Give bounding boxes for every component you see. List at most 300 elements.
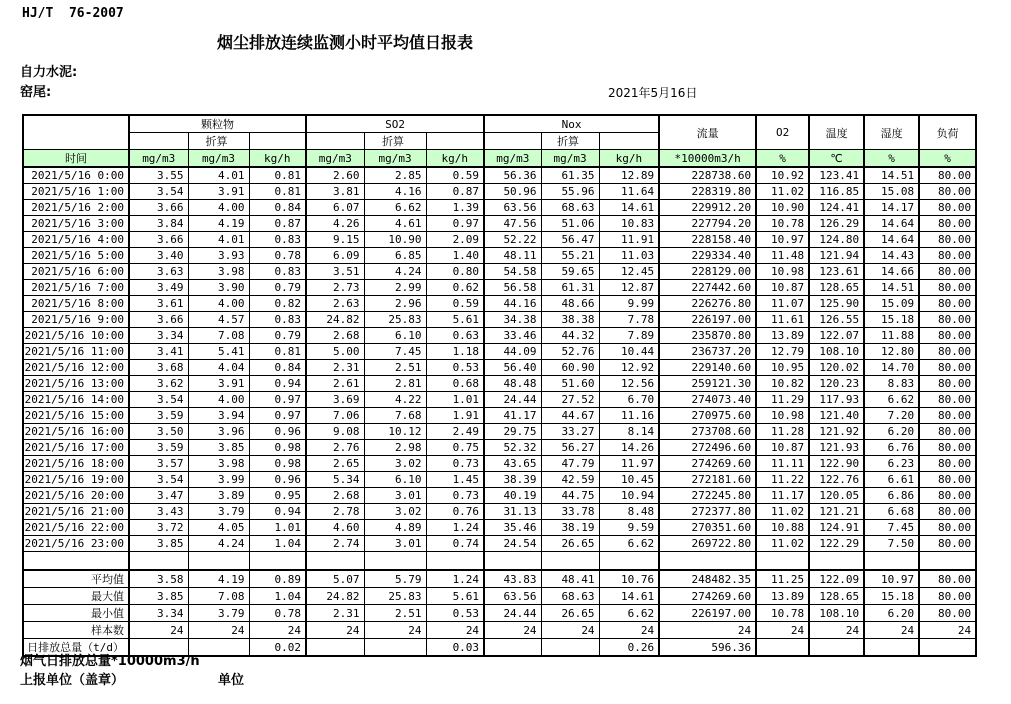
value-cell: 2.49: [426, 424, 484, 440]
value-cell: 270351.60: [659, 520, 756, 536]
value-cell: 2.85: [364, 167, 426, 184]
value-cell: 2.63: [306, 296, 364, 312]
value-cell: 0.83: [249, 232, 306, 248]
value-cell: 6.76: [864, 440, 919, 456]
value-cell: 3.59: [129, 408, 188, 424]
table-row-label: 2021/5/16 8:00: [23, 296, 129, 312]
value-cell: 80.00: [919, 520, 976, 536]
value-cell: 108.10: [809, 344, 864, 360]
table-row: [23, 280, 976, 296]
value-cell: 3.49: [129, 280, 188, 296]
value-cell: 9.15: [306, 232, 364, 248]
value-cell: 226197.00: [659, 605, 756, 622]
value-cell: 3.93: [188, 248, 249, 264]
table-row-label: 2021/5/16 3:00: [23, 216, 129, 232]
col-flow: 流量: [659, 115, 756, 150]
value-cell: 11.11: [756, 456, 809, 472]
table-row-label: 2021/5/16 6:00: [23, 264, 129, 280]
value-cell: 2.73: [306, 280, 364, 296]
value-cell: 60.90: [541, 360, 599, 376]
value-cell: 9.99: [599, 296, 659, 312]
value-cell: 14.51: [864, 280, 919, 296]
value-cell: 25.83: [364, 312, 426, 328]
value-cell: 80.00: [919, 248, 976, 264]
value-cell: 5.61: [426, 312, 484, 328]
so2-raw-subcell: [306, 133, 364, 150]
value-cell: 80.00: [919, 232, 976, 248]
value-cell: 14.66: [864, 264, 919, 280]
value-cell: [364, 552, 426, 571]
units-row: [23, 150, 976, 168]
value-cell: 38.19: [541, 520, 599, 536]
value-cell: 0.97: [249, 392, 306, 408]
value-cell: 24: [249, 622, 306, 639]
value-cell: 0.75: [426, 440, 484, 456]
value-cell: [306, 639, 364, 657]
summary-row-label: 最大值: [23, 588, 129, 605]
table-row: [23, 200, 976, 216]
value-cell: 1.18: [426, 344, 484, 360]
value-cell: 11.91: [599, 232, 659, 248]
value-cell: 24: [129, 622, 188, 639]
value-cell: 63.56: [484, 200, 541, 216]
value-cell: 2.65: [306, 456, 364, 472]
unit-cell: %: [919, 150, 976, 168]
value-cell: 51.60: [541, 376, 599, 392]
value-cell: 4.26: [306, 216, 364, 232]
table-row: [23, 440, 976, 456]
table-row: [23, 248, 976, 264]
value-cell: 26.65: [541, 536, 599, 552]
value-cell: 80.00: [919, 200, 976, 216]
value-cell: 52.22: [484, 232, 541, 248]
value-cell: 226197.00: [659, 312, 756, 328]
table-row: [23, 184, 976, 200]
value-cell: 3.62: [129, 376, 188, 392]
value-cell: 272496.60: [659, 440, 756, 456]
value-cell: 2.76: [306, 440, 364, 456]
table-row: [23, 344, 976, 360]
value-cell: 235870.80: [659, 328, 756, 344]
value-cell: [484, 639, 541, 657]
value-cell: 33.27: [541, 424, 599, 440]
value-cell: 10.78: [756, 605, 809, 622]
table-row-label: 2021/5/16 23:00: [23, 536, 129, 552]
unit-cell: mg/m3: [541, 150, 599, 168]
value-cell: 126.55: [809, 312, 864, 328]
value-cell: 47.79: [541, 456, 599, 472]
value-cell: 7.68: [364, 408, 426, 424]
value-cell: 24: [864, 622, 919, 639]
value-cell: 2.99: [364, 280, 426, 296]
value-cell: 4.04: [188, 360, 249, 376]
value-cell: 24: [188, 622, 249, 639]
value-cell: 3.79: [188, 504, 249, 520]
value-cell: 7.50: [864, 536, 919, 552]
summary-row: [23, 622, 976, 639]
table-row-label: 2021/5/16 4:00: [23, 232, 129, 248]
value-cell: 121.92: [809, 424, 864, 440]
unit-cell: kg/h: [599, 150, 659, 168]
unit-label: 单位: [218, 673, 245, 688]
value-cell: 236737.20: [659, 344, 756, 360]
value-cell: 56.36: [484, 167, 541, 184]
col-temp: 温度: [809, 115, 864, 150]
value-cell: 10.76: [599, 570, 659, 588]
value-cell: 44.16: [484, 296, 541, 312]
value-cell: 4.19: [188, 216, 249, 232]
value-cell: 0.59: [426, 296, 484, 312]
value-cell: 3.85: [188, 440, 249, 456]
value-cell: 3.54: [129, 184, 188, 200]
value-cell: 4.00: [188, 392, 249, 408]
value-cell: 124.80: [809, 232, 864, 248]
value-cell: 259121.30: [659, 376, 756, 392]
value-cell: 27.52: [541, 392, 599, 408]
value-cell: 120.02: [809, 360, 864, 376]
value-cell: 80.00: [919, 376, 976, 392]
value-cell: 122.76: [809, 472, 864, 488]
value-cell: 3.66: [129, 312, 188, 328]
value-cell: 43.83: [484, 570, 541, 588]
value-cell: 272181.60: [659, 472, 756, 488]
value-cell: 4.00: [188, 296, 249, 312]
value-cell: 4.24: [364, 264, 426, 280]
value-cell: 14.64: [864, 232, 919, 248]
table-row-label: 2021/5/16 7:00: [23, 280, 129, 296]
value-cell: 3.94: [188, 408, 249, 424]
value-cell: 3.58: [129, 570, 188, 588]
col-humidity: 湿度: [864, 115, 919, 150]
value-cell: 24.82: [306, 588, 364, 605]
value-cell: 1.01: [426, 392, 484, 408]
value-cell: 3.98: [188, 264, 249, 280]
summary-row-label: 平均值: [23, 570, 129, 588]
value-cell: 0.63: [426, 328, 484, 344]
table-row: [23, 520, 976, 536]
value-cell: 6.61: [864, 472, 919, 488]
value-cell: 3.02: [364, 504, 426, 520]
unit-cell: %: [756, 150, 809, 168]
value-cell: 122.29: [809, 536, 864, 552]
value-cell: 1.04: [249, 588, 306, 605]
value-cell: 24: [364, 622, 426, 639]
table-row-label: 2021/5/16 22:00: [23, 520, 129, 536]
value-cell: 0.80: [426, 264, 484, 280]
table-row: [23, 216, 976, 232]
value-cell: 1.39: [426, 200, 484, 216]
value-cell: 3.34: [129, 605, 188, 622]
value-cell: 48.48: [484, 376, 541, 392]
unit-cell: ℃: [809, 150, 864, 168]
value-cell: 3.02: [364, 456, 426, 472]
value-cell: 0.96: [249, 472, 306, 488]
col-load: 负荷: [919, 115, 976, 150]
value-cell: 2.96: [364, 296, 426, 312]
value-cell: 40.19: [484, 488, 541, 504]
value-cell: 10.87: [756, 280, 809, 296]
value-cell: 34.38: [484, 312, 541, 328]
value-cell: 14.43: [864, 248, 919, 264]
value-cell: 44.09: [484, 344, 541, 360]
value-cell: 3.51: [306, 264, 364, 280]
value-cell: 10.90: [364, 232, 426, 248]
value-cell: 4.24: [188, 536, 249, 552]
value-cell: 3.85: [129, 588, 188, 605]
value-cell: 24.54: [484, 536, 541, 552]
value-cell: [919, 552, 976, 571]
table-row-label: 2021/5/16 20:00: [23, 488, 129, 504]
value-cell: 10.83: [599, 216, 659, 232]
value-cell: 10.98: [756, 264, 809, 280]
value-cell: 1.04: [249, 536, 306, 552]
value-cell: 80.00: [919, 392, 976, 408]
value-cell: 5.41: [188, 344, 249, 360]
value-cell: 41.17: [484, 408, 541, 424]
value-cell: 125.90: [809, 296, 864, 312]
value-cell: 10.44: [599, 344, 659, 360]
monitoring-table-wrap: [22, 114, 977, 657]
table-row: [23, 360, 976, 376]
pm-raw-subcell: [129, 133, 188, 150]
value-cell: 226276.80: [659, 296, 756, 312]
value-cell: 228129.00: [659, 264, 756, 280]
value-cell: 3.91: [188, 184, 249, 200]
value-cell: 229140.60: [659, 360, 756, 376]
table-row-label: 2021/5/16 16:00: [23, 424, 129, 440]
value-cell: 7.89: [599, 328, 659, 344]
table-row-label: 2021/5/16 9:00: [23, 312, 129, 328]
table-row-label: 2021/5/16 17:00: [23, 440, 129, 456]
value-cell: 1.01: [249, 520, 306, 536]
value-cell: 3.79: [188, 605, 249, 622]
value-cell: 15.09: [864, 296, 919, 312]
summary-row: [23, 605, 976, 622]
time-header: 时间: [23, 150, 129, 168]
value-cell: 33.46: [484, 328, 541, 344]
value-cell: 4.22: [364, 392, 426, 408]
value-cell: 9.59: [599, 520, 659, 536]
value-cell: 9.08: [306, 424, 364, 440]
value-cell: 121.40: [809, 408, 864, 424]
value-cell: 14.61: [599, 200, 659, 216]
value-cell: 1.45: [426, 472, 484, 488]
value-cell: 3.72: [129, 520, 188, 536]
value-cell: 3.96: [188, 424, 249, 440]
nox-converted-label: 折算: [541, 133, 599, 150]
value-cell: 11.02: [756, 504, 809, 520]
nox-kgh-subcell: [599, 133, 659, 150]
value-cell: 2.98: [364, 440, 426, 456]
value-cell: 24: [541, 622, 599, 639]
table-row-label: 2021/5/16 14:00: [23, 392, 129, 408]
table-row-label: 2021/5/16 5:00: [23, 248, 129, 264]
value-cell: 14.51: [864, 167, 919, 184]
value-cell: 3.54: [129, 392, 188, 408]
value-cell: 123.61: [809, 264, 864, 280]
value-cell: 11.97: [599, 456, 659, 472]
spacer-row-label: [23, 552, 129, 571]
value-cell: 7.08: [188, 588, 249, 605]
value-cell: 0.26: [599, 639, 659, 657]
value-cell: 24: [306, 622, 364, 639]
value-cell: 0.97: [426, 216, 484, 232]
value-cell: 3.84: [129, 216, 188, 232]
value-cell: 24: [659, 622, 756, 639]
value-cell: 4.05: [188, 520, 249, 536]
table-row: [23, 312, 976, 328]
value-cell: 54.58: [484, 264, 541, 280]
value-cell: 0.84: [249, 200, 306, 216]
value-cell: 4.57: [188, 312, 249, 328]
daily-flue-total-label: 烟气日排放总量*10000m3/h: [20, 654, 200, 669]
value-cell: 3.61: [129, 296, 188, 312]
value-cell: 24: [484, 622, 541, 639]
summary-row: [23, 588, 976, 605]
value-cell: 227442.60: [659, 280, 756, 296]
value-cell: 2.51: [364, 605, 426, 622]
value-cell: 10.98: [756, 408, 809, 424]
value-cell: 80.00: [919, 328, 976, 344]
value-cell: 122.09: [809, 570, 864, 588]
site-label: 窑尾:: [20, 85, 52, 100]
value-cell: 11.88: [864, 328, 919, 344]
value-cell: [484, 552, 541, 571]
value-cell: 108.10: [809, 605, 864, 622]
value-cell: [809, 639, 864, 657]
value-cell: [756, 639, 809, 657]
value-cell: 3.69: [306, 392, 364, 408]
value-cell: 121.21: [809, 504, 864, 520]
value-cell: 3.63: [129, 264, 188, 280]
value-cell: 2.31: [306, 360, 364, 376]
value-cell: 7.78: [599, 312, 659, 328]
table-row-label: 2021/5/16 10:00: [23, 328, 129, 344]
value-cell: [864, 552, 919, 571]
value-cell: 0.87: [249, 216, 306, 232]
value-cell: 29.75: [484, 424, 541, 440]
value-cell: 1.24: [426, 520, 484, 536]
value-cell: 48.11: [484, 248, 541, 264]
value-cell: 80.00: [919, 360, 976, 376]
table-row: [23, 232, 976, 248]
value-cell: 51.06: [541, 216, 599, 232]
value-cell: 273708.60: [659, 424, 756, 440]
value-cell: 269722.80: [659, 536, 756, 552]
value-cell: [809, 552, 864, 571]
value-cell: 80.00: [919, 605, 976, 622]
value-cell: 274073.40: [659, 392, 756, 408]
table-row: [23, 472, 976, 488]
value-cell: 0.02: [249, 639, 306, 657]
value-cell: 2.81: [364, 376, 426, 392]
value-cell: 0.89: [249, 570, 306, 588]
value-cell: 80.00: [919, 296, 976, 312]
col-group-so2: SO2: [306, 115, 484, 133]
value-cell: 0.82: [249, 296, 306, 312]
value-cell: [756, 552, 809, 571]
value-cell: 3.68: [129, 360, 188, 376]
value-cell: 3.66: [129, 200, 188, 216]
col-group-pm: 颗粒物: [129, 115, 306, 133]
value-cell: 7.45: [364, 344, 426, 360]
value-cell: 80.00: [919, 344, 976, 360]
page-title: 烟尘排放连续监测小时平均值日报表: [216, 33, 473, 52]
value-cell: 2.60: [306, 167, 364, 184]
value-cell: 6.70: [599, 392, 659, 408]
value-cell: 80.00: [919, 264, 976, 280]
value-cell: 2.78: [306, 504, 364, 520]
value-cell: 56.47: [541, 232, 599, 248]
value-cell: 10.95: [756, 360, 809, 376]
value-cell: 0.87: [426, 184, 484, 200]
value-cell: 7.08: [188, 328, 249, 344]
value-cell: 80.00: [919, 424, 976, 440]
value-cell: 38.39: [484, 472, 541, 488]
monitoring-table: [22, 114, 977, 657]
table-row-label: 2021/5/16 11:00: [23, 344, 129, 360]
summary-row-label: 最小值: [23, 605, 129, 622]
value-cell: 68.63: [541, 200, 599, 216]
unit-cell: mg/m3: [188, 150, 249, 168]
value-cell: 61.35: [541, 167, 599, 184]
value-cell: 0.98: [249, 440, 306, 456]
value-cell: 24.44: [484, 605, 541, 622]
value-cell: 228738.60: [659, 167, 756, 184]
value-cell: 7.20: [864, 408, 919, 424]
value-cell: 0.78: [249, 248, 306, 264]
table-row: [23, 167, 976, 184]
table-row: [23, 504, 976, 520]
value-cell: 2.51: [364, 360, 426, 376]
value-cell: 123.41: [809, 167, 864, 184]
value-cell: [129, 552, 188, 571]
table-row: [23, 488, 976, 504]
value-cell: 6.62: [864, 392, 919, 408]
value-cell: [188, 552, 249, 571]
value-cell: 6.86: [864, 488, 919, 504]
table-row: [23, 424, 976, 440]
col-group-nox: Nox: [484, 115, 659, 133]
value-cell: 3.91: [188, 376, 249, 392]
value-cell: 3.01: [364, 536, 426, 552]
value-cell: [541, 639, 599, 657]
value-cell: 0.76: [426, 504, 484, 520]
value-cell: 0.96: [249, 424, 306, 440]
value-cell: 80.00: [919, 440, 976, 456]
table-row: [23, 376, 976, 392]
value-cell: 10.12: [364, 424, 426, 440]
value-cell: 35.46: [484, 520, 541, 536]
value-cell: 47.56: [484, 216, 541, 232]
unit-cell: %: [864, 150, 919, 168]
value-cell: 3.57: [129, 456, 188, 472]
table-row: [23, 264, 976, 280]
table-row: [23, 328, 976, 344]
value-cell: 48.41: [541, 570, 599, 588]
value-cell: 0.81: [249, 344, 306, 360]
value-cell: 11.02: [756, 184, 809, 200]
value-cell: 4.61: [364, 216, 426, 232]
value-cell: 12.80: [864, 344, 919, 360]
value-cell: 80.00: [919, 312, 976, 328]
value-cell: 26.65: [541, 605, 599, 622]
value-cell: 80.00: [919, 280, 976, 296]
value-cell: 14.61: [599, 588, 659, 605]
value-cell: 126.29: [809, 216, 864, 232]
value-cell: 6.20: [864, 424, 919, 440]
value-cell: 3.85: [129, 536, 188, 552]
